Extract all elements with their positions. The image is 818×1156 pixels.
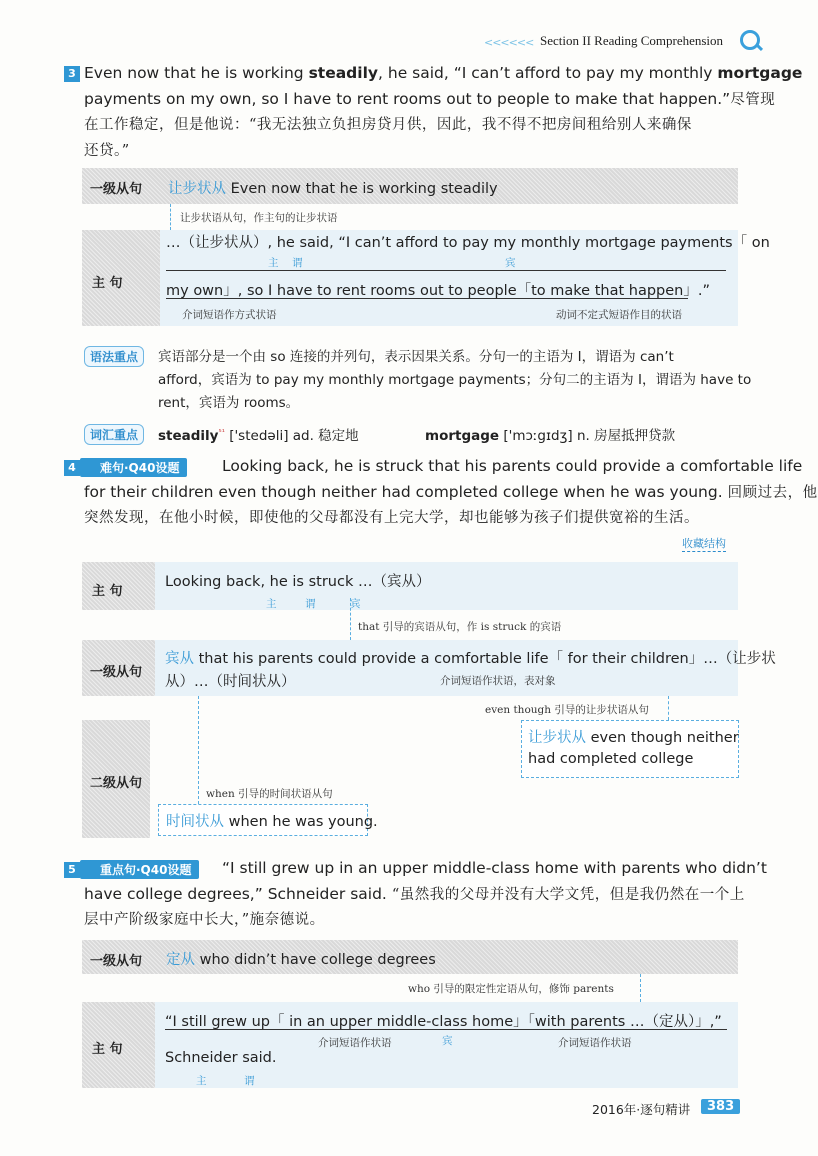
level1-label: 一级从句: [90, 954, 143, 969]
sentence-3-translation-1: 在工作稳定，但是他说：“我无法独立负担房贷月供，因此，我不得不把房间租给别人来确保: [84, 117, 692, 133]
vocab-item-steadily: steadily$^{^{51}}$ ['stedəli] ad. 稳定地: [158, 427, 359, 444]
subject-mark: 主: [268, 257, 279, 269]
object-underline: [165, 1029, 727, 1030]
note-purpose: 动词不定式短语作目的状语: [556, 309, 682, 321]
note-when: when 引导的时间状语从句: [206, 788, 333, 800]
arrow-line: [640, 974, 641, 1002]
sentence-number: 5: [64, 862, 80, 878]
main-line-1: “I still grew up「 in an upper middle-class home」「with parents …（定从）」,”: [165, 1014, 722, 1030]
main-label: 主 句: [92, 276, 123, 291]
level1-clause: 定从 who didn’t have college degrees: [166, 952, 436, 968]
sentence-5-line-2: have college degrees,” Schneider said. “虽然我的父母并没有大学文凭，但是我仍然在一个上: [84, 885, 745, 903]
predicate-mark: 谓: [244, 1075, 255, 1087]
vocab-tag: 词汇重点: [84, 424, 144, 445]
sentence-number: 4: [64, 460, 80, 476]
page-number: 383: [701, 1099, 740, 1114]
level1-line-1: 宾从 that his parents could provide a comfortable life「 for their children」…（让步状: [165, 651, 776, 667]
note-prep-2: 介词短语作状语: [558, 1037, 632, 1049]
magnifier-icon: [740, 30, 760, 50]
sentence-4-translation: 突然发现，在他小时候，即使他的父母都没有上完大学，却也能够为孩子们提供宽裕的生活。: [84, 510, 699, 526]
main-clause: Looking back, he is struck …（宾从）: [165, 574, 431, 590]
arrow-line: [350, 598, 351, 640]
note-manner: 介词短语作方式状语: [182, 309, 277, 321]
level2-label: 二级从句: [90, 776, 143, 791]
arrow-line: [170, 204, 171, 230]
subject-mark: 主: [266, 598, 277, 610]
grammar-explanation: 宾语部分是一个由 so 连接的并列句，表示因果关系。分句一的主语为 I，谓语为 can’t afford，宾语为 to pay my monthly mortgage payments；分句二的主语为 I，谓语为 have to rent，宾语为 rooms。: [158, 349, 752, 411]
object-mark: 宾: [505, 257, 516, 269]
main-label: 主 句: [92, 584, 123, 599]
sentence-3-translation-2: 还贷。”: [84, 143, 130, 159]
footer-text: 2016年·逐句精讲: [592, 1102, 691, 1117]
note-object-clause: that 引导的宾语从句，作 is struck 的宾语: [358, 621, 562, 633]
header-arrows: <<<<<<: [484, 36, 534, 49]
note-prep-phrase: 介词短语作状语，表对象: [440, 675, 556, 687]
grammar-tag: 语法重点: [84, 346, 144, 367]
level1-label: 一级从句: [90, 665, 143, 680]
time-clause: 时间状从 when he was young.: [166, 814, 378, 830]
subject-mark: 主: [196, 1075, 207, 1087]
level1-clause: 让步状从 Even now that he is working steadily: [168, 181, 498, 197]
object-mark: 宾: [350, 598, 361, 610]
predicate-mark: 谓: [305, 598, 316, 610]
object-underline-2: [166, 298, 688, 299]
key-sentence-flag: 重点句·Q40设题: [80, 860, 199, 879]
sentence-4-line-1: Looking back, he is struck that his parents could provide a comfortable life: [222, 457, 803, 475]
sentence-3-line-2: payments on my own, so I have to rent rooms out to people to make that happen.”尽管现: [84, 90, 776, 108]
concessive-line-1: 让步状从 even though neither: [528, 730, 739, 746]
main-line-2: Schneider said.: [165, 1050, 277, 1066]
sentence-4-line-2: for their children even though neither had completed college when he was young. 回顾过去，他: [84, 483, 818, 501]
sentence-3-line-1: Even now that he is working steadily, he said, “I can’t afford to pay my monthly mortgage: [84, 64, 803, 82]
arrow-line: [668, 696, 669, 720]
favorite-structure[interactable]: 收藏结构: [682, 537, 726, 550]
arrow-line: [198, 696, 199, 804]
sentence-number: 3: [64, 66, 80, 82]
note-even-though: even though 引导的让步状语从句: [485, 704, 649, 716]
section-title: Section II Reading Comprehension: [540, 33, 724, 48]
object-underline: [166, 270, 726, 271]
sentence-5-line-1: “I still grew up in an upper middle-class home with parents who didn’t: [222, 859, 767, 877]
note-relative-clause: who 引导的限定性定语从句，修饰 parents: [408, 983, 614, 995]
note-prep-1: 介词短语作状语: [318, 1037, 392, 1049]
main-label: 主 句: [92, 1042, 123, 1057]
main-line-2: my own」, so I have to rent rooms out to people「to make that happen」.”: [166, 283, 710, 299]
main-line-1: …（让步状从）, he said, “I can’t afford to pay my monthly mortgage payments「 on: [166, 235, 770, 251]
note-concessive: 让步状语从句，作主句的让步状语: [180, 212, 338, 224]
object-mark: 宾: [442, 1035, 453, 1047]
sentence-5-translation: 层中产阶级家庭中长大，”施奈德说。: [84, 912, 325, 928]
level1-line-2: 从）…（时间状从）: [165, 674, 296, 690]
vocab-item-mortgage: mortgage ['mɔːgɪdʒ] n. 房屋抵押贷款: [425, 428, 676, 444]
level1-label: 一级从句: [90, 182, 143, 197]
predicate-mark: 谓: [292, 257, 303, 269]
difficult-sentence-flag: 难句·Q40设题: [80, 458, 187, 477]
concessive-line-2: had completed college: [528, 751, 694, 767]
